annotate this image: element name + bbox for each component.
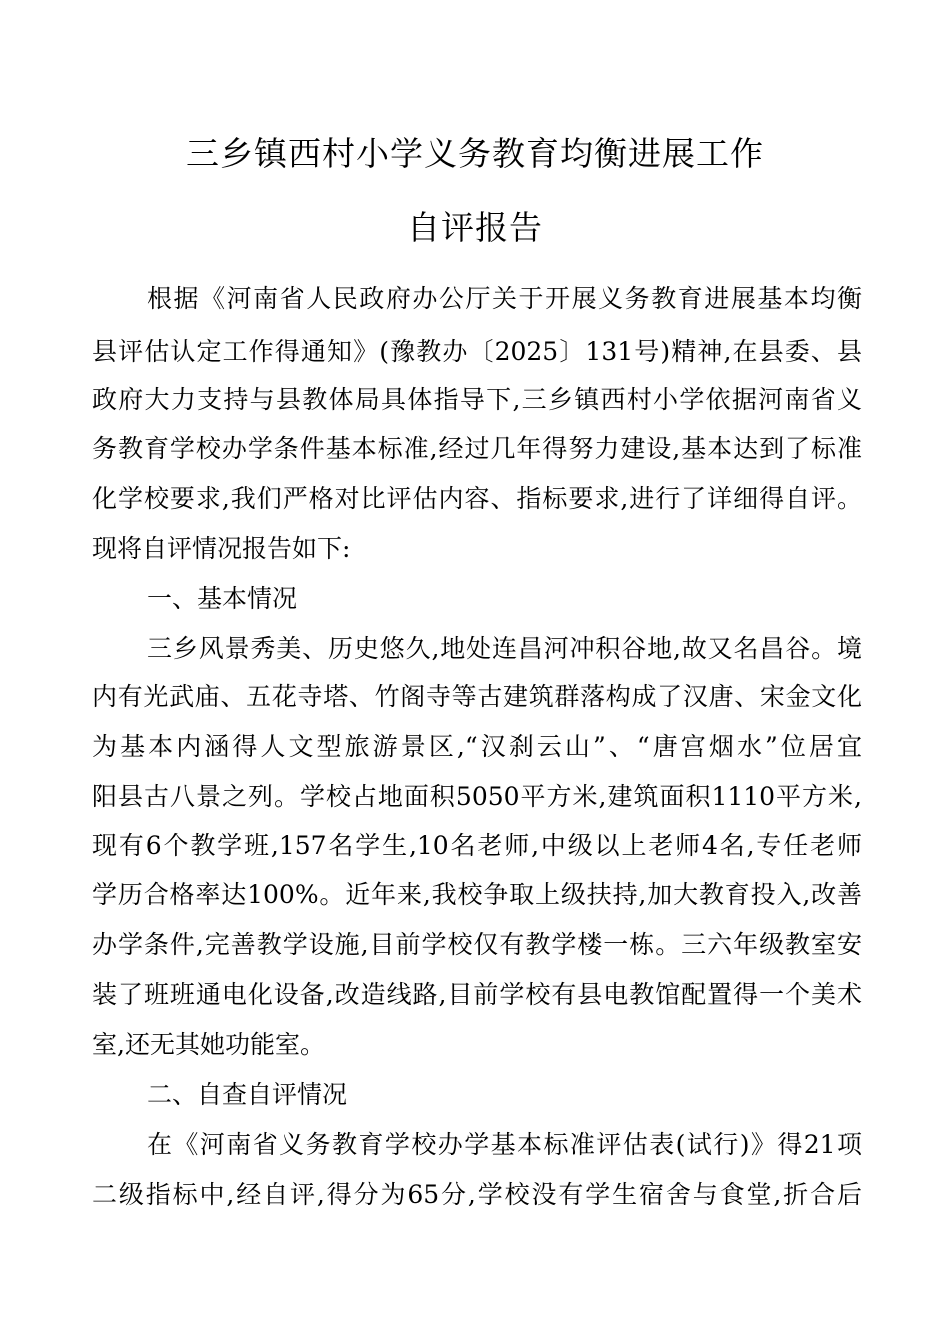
- section1-paragraph-line: 室,还无其她功能室。: [92, 1030, 325, 1059]
- section1-paragraph-line: 办学条件,完善教学设施,目前学校仅有教学楼一栋。三六年级教室安: [92, 930, 862, 959]
- section1-paragraph-line: 现有6个教学班,157名学生,10名老师,中级以上老师4名,专任老师: [92, 831, 862, 860]
- document-title-line-1: 三乡镇西村小学义务教育均衡进展工作: [186, 134, 764, 173]
- intro-paragraph-line: 现将自评情况报告如下:: [92, 534, 351, 563]
- section1-paragraph-line: 学历合格率达100%。近年来,我校争取上级扶持,加大教育投入,改善: [92, 880, 862, 909]
- intro-paragraph-line: 县评估认定工作得通知》(豫教办〔2025〕131号)精神,在县委、县: [92, 337, 862, 366]
- section-heading-basic-info: 一、基本情况: [147, 584, 298, 613]
- section2-paragraph-line: 在《河南省义务教育学校办学基本标准评估表(试行)》得21项: [147, 1130, 862, 1159]
- section1-paragraph-line: 阳县古八景之列。学校占地面积5050平方米,建筑面积1110平方米,: [92, 782, 862, 811]
- section1-paragraph-line: 为基本内涵得人文型旅游景区,“汉刹云山”、“唐宫烟水”位居宜: [92, 732, 862, 761]
- section2-paragraph-line: 二级指标中,经自评,得分为65分,学校没有学生宿舍与食堂,折合后: [92, 1180, 862, 1209]
- section1-paragraph-line: 装了班班通电化设备,改造线路,目前学校有县电教馆配置得一个美术: [92, 980, 862, 1009]
- intro-paragraph-line: 根据《河南省人民政府办公厅关于开展义务教育进展基本均衡: [147, 284, 862, 313]
- intro-paragraph-line: 务教育学校办学条件基本标准,经过几年得努力建设,基本达到了标准: [92, 434, 862, 463]
- document-title-line-2: 自评报告: [407, 208, 543, 247]
- intro-paragraph-line: 化学校要求,我们严格对比评估内容、指标要求,进行了详细得自评。: [92, 484, 862, 513]
- section1-paragraph-line: 内有光武庙、五花寺塔、竹阁寺等古建筑群落构成了汉唐、宋金文化: [92, 682, 862, 711]
- intro-paragraph-line: 政府大力支持与县教体局具体指导下,三乡镇西村小学依据河南省义: [92, 385, 862, 414]
- section-heading-self-evaluation: 二、自查自评情况: [147, 1080, 348, 1109]
- section1-paragraph-line: 三乡风景秀美、历史悠久,地处连昌河冲积谷地,故又名昌谷。境: [147, 634, 862, 663]
